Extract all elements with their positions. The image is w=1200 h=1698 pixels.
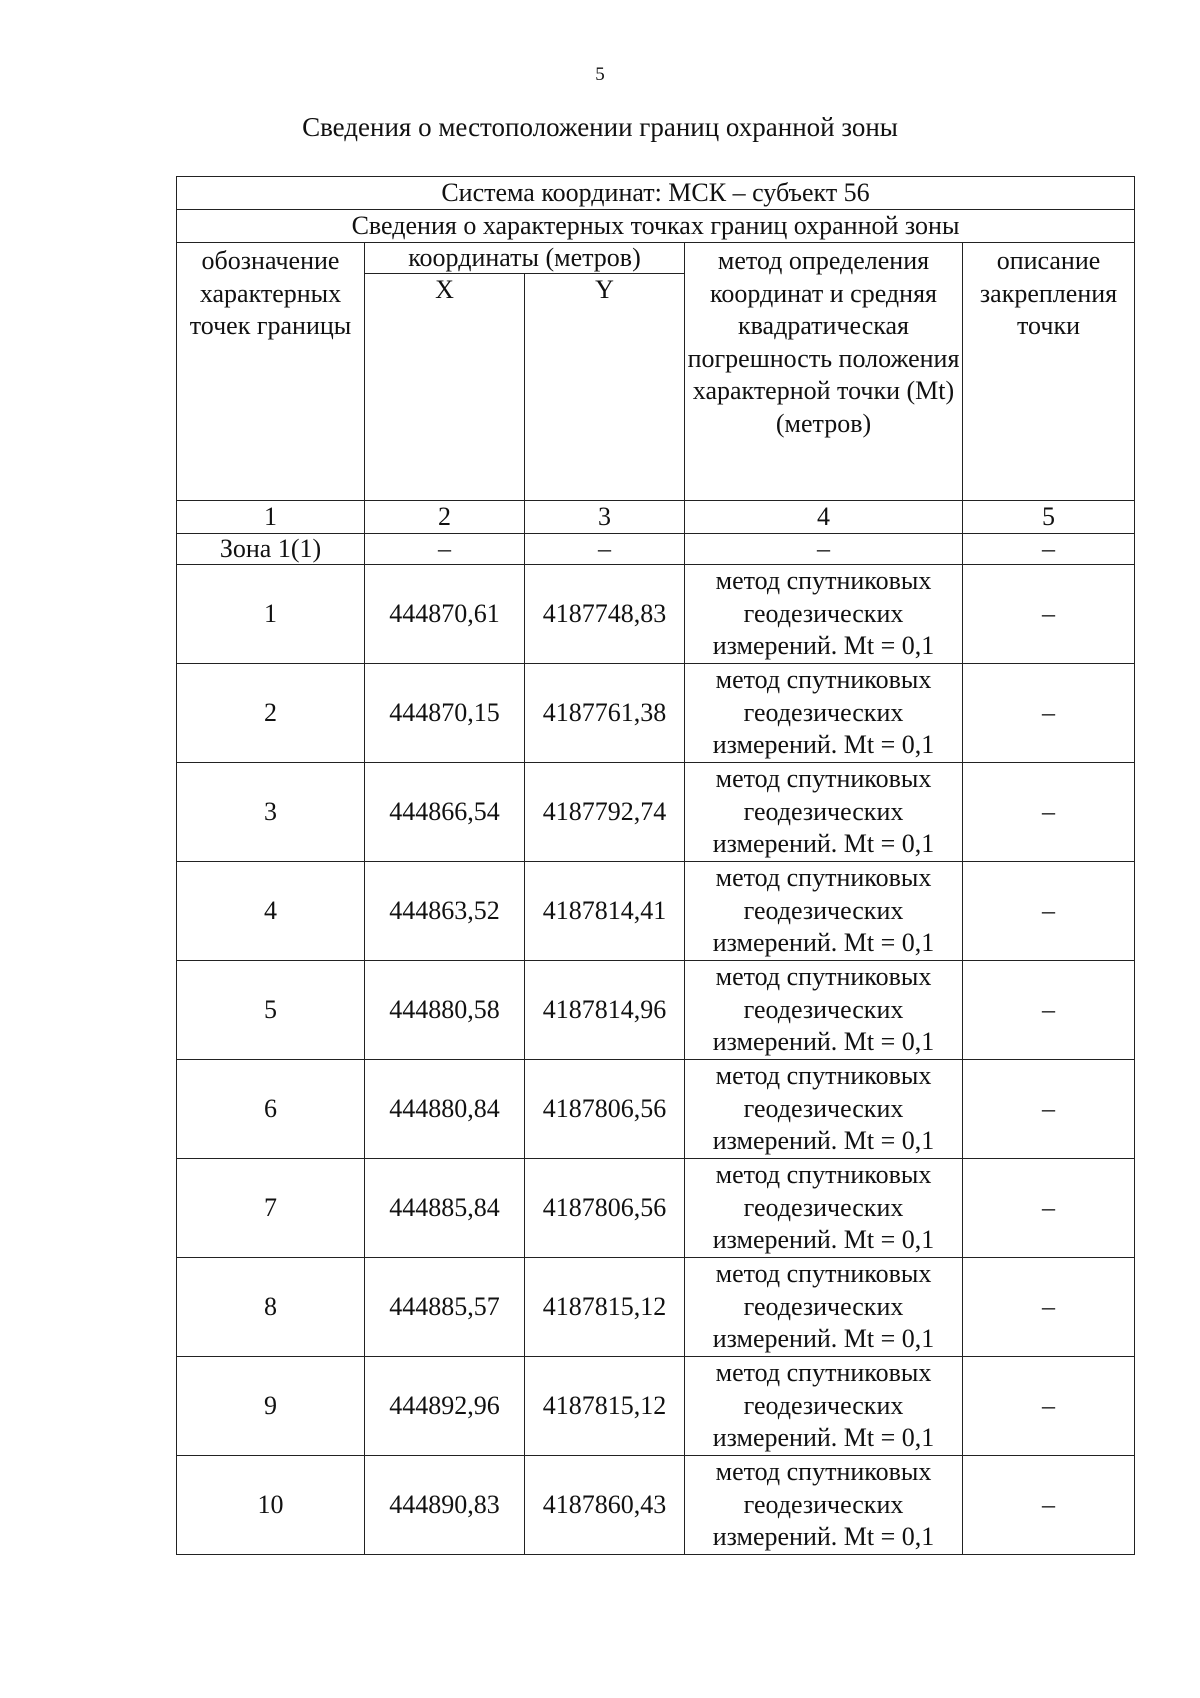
boundary-points-table: [176, 176, 1135, 1555]
method-cell: метод спутниковых геодезических измерений. Mt = 0,1: [685, 1159, 963, 1258]
header-row: [177, 243, 1135, 274]
point-number: 5: [177, 961, 365, 1060]
coord-system-row: [177, 177, 1135, 210]
zone-row: [177, 534, 1135, 565]
header-description: описание закрепления точки: [963, 243, 1135, 501]
point-number: 4: [177, 862, 365, 961]
y-coordinate: 4187792,74: [525, 763, 685, 862]
description-cell: –: [963, 664, 1135, 763]
table-row: [177, 862, 1135, 961]
table-row: [177, 1456, 1135, 1555]
header-y: Y: [525, 274, 685, 501]
header-designation: обозначение характерных точек границы: [177, 243, 365, 501]
point-number: 8: [177, 1258, 365, 1357]
method-cell: метод спутниковых геодезических измерений. Mt = 0,1: [685, 565, 963, 664]
x-coordinate: 444890,83: [365, 1456, 525, 1555]
header-method: метод определения координат и средняя квадратическая погрешность положения характерной точки (Mt) (метров): [685, 243, 963, 501]
x-coordinate: 444892,96: [365, 1357, 525, 1456]
point-number: 7: [177, 1159, 365, 1258]
table-row: [177, 565, 1135, 664]
header-coordinates: координаты (метров): [365, 243, 685, 274]
x-coordinate: 444870,61: [365, 565, 525, 664]
description-cell: –: [963, 1357, 1135, 1456]
x-coordinate: 444880,84: [365, 1060, 525, 1159]
point-number: 3: [177, 763, 365, 862]
y-coordinate: 4187806,56: [525, 1060, 685, 1159]
table-row: [177, 664, 1135, 763]
coord-system-cell: Система координат: МСК – субъект 56: [177, 177, 1135, 210]
point-number: 2: [177, 664, 365, 763]
y-coordinate: 4187748,83: [525, 565, 685, 664]
section-title-cell: Сведения о характерных точках границ охранной зоны: [177, 210, 1135, 243]
column-numbers-row: [177, 501, 1135, 534]
table-row: [177, 1357, 1135, 1456]
method-cell: метод спутниковых геодезических измерений. Mt = 0,1: [685, 862, 963, 961]
description-cell: –: [963, 763, 1135, 862]
table-row: [177, 1258, 1135, 1357]
column-number: 4: [685, 501, 963, 534]
zone-label: Зона 1(1): [177, 534, 365, 565]
point-number: 6: [177, 1060, 365, 1159]
x-coordinate: 444885,84: [365, 1159, 525, 1258]
y-coordinate: 4187815,12: [525, 1258, 685, 1357]
method-cell: метод спутниковых геодезических измерений. Mt = 0,1: [685, 763, 963, 862]
method-cell: метод спутниковых геодезических измерений. Mt = 0,1: [685, 1060, 963, 1159]
table-row: [177, 1159, 1135, 1258]
point-number: 9: [177, 1357, 365, 1456]
document-title: Сведения о местоположении границ охранной зоны: [302, 112, 898, 142]
table-row: [177, 763, 1135, 862]
description-cell: –: [963, 862, 1135, 961]
zone-y: –: [525, 534, 685, 565]
page-number: 5: [595, 64, 605, 85]
description-cell: –: [963, 1456, 1135, 1555]
zone-method: –: [685, 534, 963, 565]
y-coordinate: 4187761,38: [525, 664, 685, 763]
zone-x: –: [365, 534, 525, 565]
point-number: 10: [177, 1456, 365, 1555]
method-cell: метод спутниковых геодезических измерений. Mt = 0,1: [685, 1258, 963, 1357]
table-row: [177, 1060, 1135, 1159]
x-coordinate: 444863,52: [365, 862, 525, 961]
description-cell: –: [963, 1159, 1135, 1258]
table-row: [177, 961, 1135, 1060]
description-cell: –: [963, 1060, 1135, 1159]
method-cell: метод спутниковых геодезических измерений. Mt = 0,1: [685, 961, 963, 1060]
header-x: X: [365, 274, 525, 501]
description-cell: –: [963, 1258, 1135, 1357]
method-cell: метод спутниковых геодезических измерений. Mt = 0,1: [685, 1357, 963, 1456]
description-cell: –: [963, 565, 1135, 664]
x-coordinate: 444885,57: [365, 1258, 525, 1357]
y-coordinate: 4187860,43: [525, 1456, 685, 1555]
column-number: 5: [963, 501, 1135, 534]
method-cell: метод спутниковых геодезических измерений. Mt = 0,1: [685, 1456, 963, 1555]
x-coordinate: 444870,15: [365, 664, 525, 763]
y-coordinate: 4187814,96: [525, 961, 685, 1060]
y-coordinate: 4187815,12: [525, 1357, 685, 1456]
x-coordinate: 444880,58: [365, 961, 525, 1060]
y-coordinate: 4187814,41: [525, 862, 685, 961]
table-body: [177, 177, 1135, 1555]
description-cell: –: [963, 961, 1135, 1060]
x-coordinate: 444866,54: [365, 763, 525, 862]
column-number: 2: [365, 501, 525, 534]
section-title-row: [177, 210, 1135, 243]
column-number: 1: [177, 501, 365, 534]
point-number: 1: [177, 565, 365, 664]
column-number: 3: [525, 501, 685, 534]
method-cell: метод спутниковых геодезических измерений. Mt = 0,1: [685, 664, 963, 763]
zone-description: –: [963, 534, 1135, 565]
y-coordinate: 4187806,56: [525, 1159, 685, 1258]
